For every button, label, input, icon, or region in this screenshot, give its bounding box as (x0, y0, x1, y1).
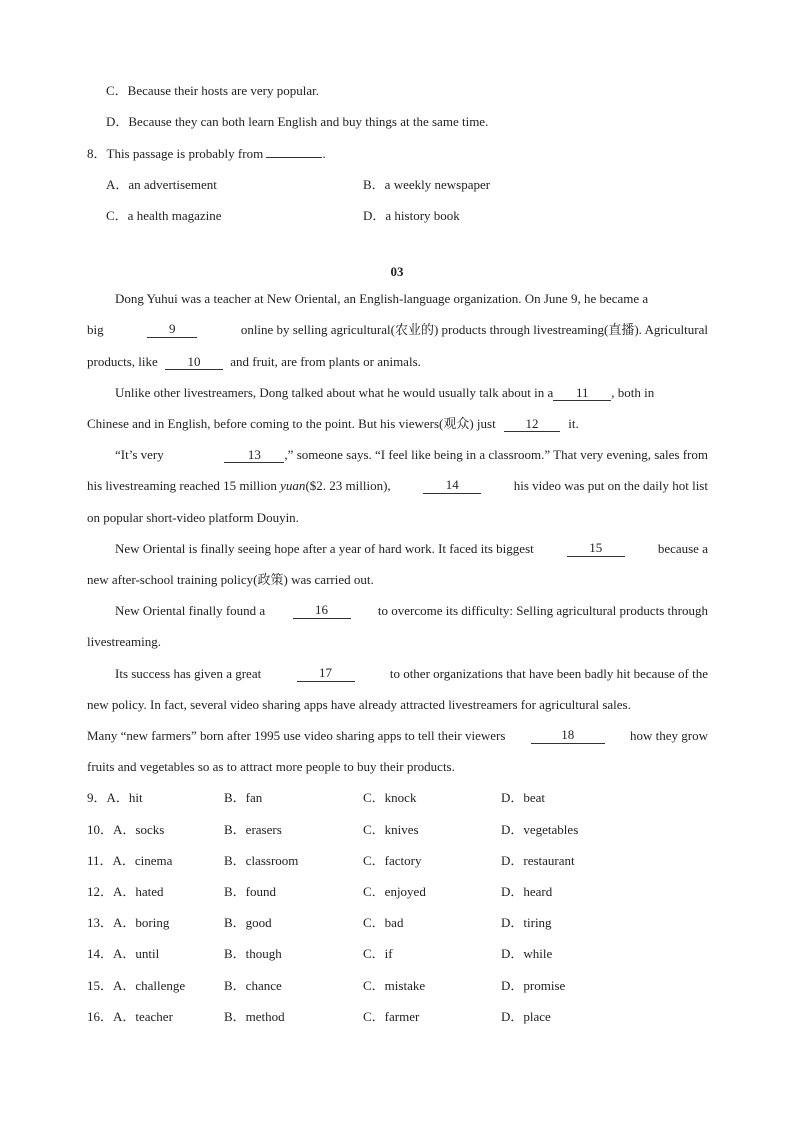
passage-p3-line2 (87, 478, 708, 494)
option-d: D．heard (501, 884, 553, 899)
passage-text: “It’s very (115, 447, 164, 462)
passage-p6-line2: new policy. In fact, several video sharing apps have already attracted livestreamers for agricultural sales. (87, 697, 631, 712)
option-d: D．beat (501, 790, 546, 805)
option-c: C．factory (363, 853, 422, 868)
option-a: 11．A．cinema (87, 853, 173, 868)
passage-text: how they grow (630, 728, 708, 743)
option-b: B．fan (224, 790, 263, 805)
passage-text: New Oriental is finally seeing hope after a year of hard work. It faced its biggest (115, 541, 534, 556)
passage-text: Dong Yuhui was a teacher at New Oriental, an English-language organization. On June 9, he became a (115, 291, 649, 306)
option-a: 12．A．hated (87, 884, 164, 899)
option-d: D．while (501, 946, 553, 961)
option-d: D．restaurant (501, 853, 575, 868)
q7-option-d: D．Because they can both learn English and buy things at the same time. (106, 114, 489, 129)
option-b: B．good (224, 915, 272, 930)
passage-p3-line3: on popular short-video platform Douyin. (87, 510, 299, 525)
blank-12: 12 (504, 417, 560, 432)
q8-option-c: C．a health magazine (106, 208, 222, 223)
option-d: D．tiring (501, 915, 552, 930)
passage-text: New Oriental finally found a (115, 603, 266, 618)
question-options-row (87, 853, 708, 869)
question-options-row (87, 978, 708, 994)
q8-option-d: D．a history book (363, 208, 460, 223)
passage-p5-line1 (115, 603, 708, 619)
option-b: B．classroom (224, 853, 299, 868)
passage-p6-line1 (115, 666, 708, 682)
passage-text: Unlike other livestreamers, Dong talked about what he would usually talk about in a 11 , both in (115, 385, 655, 400)
option-b: B．chance (224, 978, 282, 993)
option-a: 13．A．boring (87, 915, 170, 930)
passage-text: Its success has given a great (115, 666, 262, 681)
option-a: 10．A．socks (87, 822, 165, 837)
option-a: 14．A．until (87, 946, 160, 961)
passage-p2-line2 (87, 416, 579, 432)
blank-11: 11 (553, 386, 611, 401)
option-d: D．promise (501, 978, 566, 993)
option-a: 9．A．hit (87, 790, 143, 805)
blank-9: 9 (147, 322, 197, 338)
option-c: C．if (363, 946, 393, 961)
passage-p4-line2: new after-school training policy(政策) was carried out. (87, 572, 374, 587)
option-c: C．bad (363, 915, 404, 930)
q7-option-c: C．Because their hosts are very popular. (106, 83, 319, 98)
q8-stem-end: . (322, 146, 326, 161)
option-b: B．though (224, 946, 282, 961)
option-c: C．knock (363, 790, 417, 805)
passage-text: big (87, 322, 104, 337)
q8-option-a: A．an advertisement (106, 177, 217, 192)
option-c: C．mistake (363, 978, 426, 993)
passage-text: because a (657, 541, 708, 556)
blank-17: 17 (297, 666, 355, 682)
passage-text: Many “new farmers” born after 1995 use video sharing apps to tell their viewers (87, 728, 506, 743)
option-b: B．method (224, 1009, 285, 1024)
passage-text: it. (568, 416, 579, 431)
blank-18: 18 (531, 728, 605, 744)
passage-text: products, like (87, 354, 158, 369)
passage-p3-line1 (115, 447, 708, 463)
passage-p1-line2 (87, 322, 708, 338)
passage-text: online by selling agricultural(农业的) products through livestreaming(直播). Agricultural (240, 322, 708, 337)
blank-14: 14 (423, 478, 481, 494)
passage-p6-line4: fruits and vegetables so as to attract more people to buy their products. (87, 759, 455, 774)
q8-option-b: B．a weekly newspaper (363, 177, 491, 192)
question-options-row (87, 1009, 708, 1025)
blank-13: 13 (224, 448, 284, 463)
option-b: B．erasers (224, 822, 282, 837)
question-options-row (87, 884, 708, 900)
passage-text: his video was put on the daily hot list (513, 478, 708, 493)
question-options-row (87, 790, 708, 806)
option-c: C．farmer (363, 1009, 420, 1024)
section-title: 03 (390, 264, 404, 279)
question-options-row (87, 822, 708, 838)
option-a: 16．A．teacher (87, 1009, 173, 1024)
passage-p1-line3 (87, 354, 421, 370)
passage-text: to other organizations that have been badly hit because of the (389, 666, 708, 681)
passage-p5-line2: livestreaming. (87, 634, 162, 649)
q8-blank (266, 157, 322, 158)
q8-stem (87, 146, 326, 162)
passage-text: and fruit, are from plants or animals. (230, 354, 421, 369)
option-d: D．vegetables (501, 822, 579, 837)
option-d: D．place (501, 1009, 551, 1024)
passage-text: 13 ,” someone says. “I feel like being in a classroom.” That very evening, sales from (224, 447, 708, 463)
passage-text: Chinese and in English, before coming to the point. But his viewers(观众) just (87, 416, 496, 431)
blank-16: 16 (293, 603, 351, 619)
question-options-row (87, 915, 708, 931)
passage-text: his livestreaming reached 15 million yuan($2. 23 million), (87, 478, 391, 493)
option-b: B．found (224, 884, 277, 899)
q8-stem-text: 8．This passage is probably from (87, 146, 267, 161)
blank-10: 10 (165, 355, 223, 370)
blank-15: 15 (567, 541, 625, 557)
passage-p1-line1 (115, 291, 708, 307)
passage-p2-line1 (115, 385, 708, 401)
option-a: 15．A．challenge (87, 978, 186, 993)
option-c: C．knives (363, 822, 419, 837)
passage-p6-line3 (87, 728, 708, 744)
question-options-row (87, 946, 708, 962)
passage-p4-line1 (115, 541, 708, 557)
passage-text: to overcome its difficulty: Selling agricultural products through (377, 603, 708, 618)
option-c: C．enjoyed (363, 884, 426, 899)
